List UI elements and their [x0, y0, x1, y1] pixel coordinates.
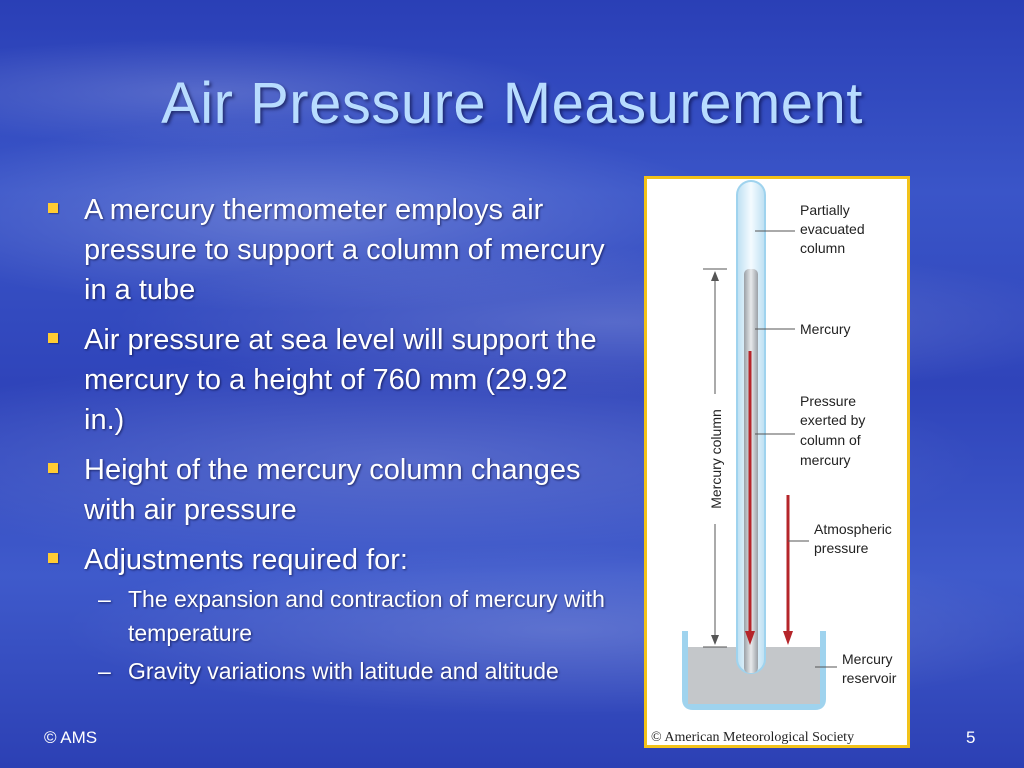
- label-partially: Partially: [800, 202, 850, 218]
- bullet-text: A mercury thermometer employs air pressure to support a column of mercury in a tube: [84, 194, 605, 306]
- bullet-item: [44, 450, 614, 530]
- atmospheric-arrowhead: [783, 631, 793, 645]
- bullet-item: [44, 190, 614, 310]
- figure-credit: © American Meteorological Society: [651, 730, 855, 745]
- page-number: 5: [966, 728, 976, 747]
- sub-bullet-dash: –: [98, 586, 111, 612]
- label-atmospheric: Atmospheric: [814, 521, 892, 537]
- barometer-diagram: [647, 179, 907, 745]
- mercury-column-label: Mercury column: [708, 409, 724, 509]
- label-pressure: Pressure: [800, 393, 857, 409]
- label-column: column: [800, 240, 846, 256]
- sub-bullet-item: [98, 582, 614, 650]
- label-mercury-2: mercury: [800, 452, 851, 468]
- label-reservoir-mercury: Mercury: [842, 651, 893, 667]
- label-column-of: column of: [800, 432, 861, 448]
- sub-bullet-text: The expansion and contraction of mercury with temperature: [128, 586, 605, 646]
- label-mercury: Mercury: [800, 321, 851, 337]
- label-exerted-by: exerted by: [800, 412, 866, 428]
- sub-bullet-dash: –: [98, 658, 111, 684]
- bullet-marker: [44, 540, 84, 580]
- bullet-text: Air pressure at sea level will support the mercury to a height of 760 mm (29.92 in.): [84, 324, 597, 436]
- barometer-figure: [644, 176, 910, 748]
- slide-title: Air Pressure Measurement: [161, 71, 863, 136]
- sub-bullet-item: [98, 654, 614, 688]
- footer-copyright: © AMS: [44, 728, 98, 747]
- label-reservoir: reservoir: [842, 670, 897, 686]
- bullet-item: [44, 320, 614, 440]
- measure-arrow-up: [711, 271, 719, 281]
- sub-bullet-text: Gravity variations with latitude and altitude: [128, 658, 559, 684]
- bullet-marker: [44, 190, 84, 310]
- bullet-marker: [44, 320, 84, 440]
- measure-arrow-down: [711, 635, 719, 645]
- label-atm-pressure: pressure: [814, 540, 869, 556]
- label-evacuated: evacuated: [800, 221, 865, 237]
- bullet-text: Height of the mercury column changes with air pressure: [84, 454, 581, 526]
- bullet-list: [44, 190, 614, 694]
- bullet-item: [44, 540, 614, 580]
- bullet-marker: [44, 450, 84, 530]
- bullet-text: Adjustments required for:: [84, 544, 408, 576]
